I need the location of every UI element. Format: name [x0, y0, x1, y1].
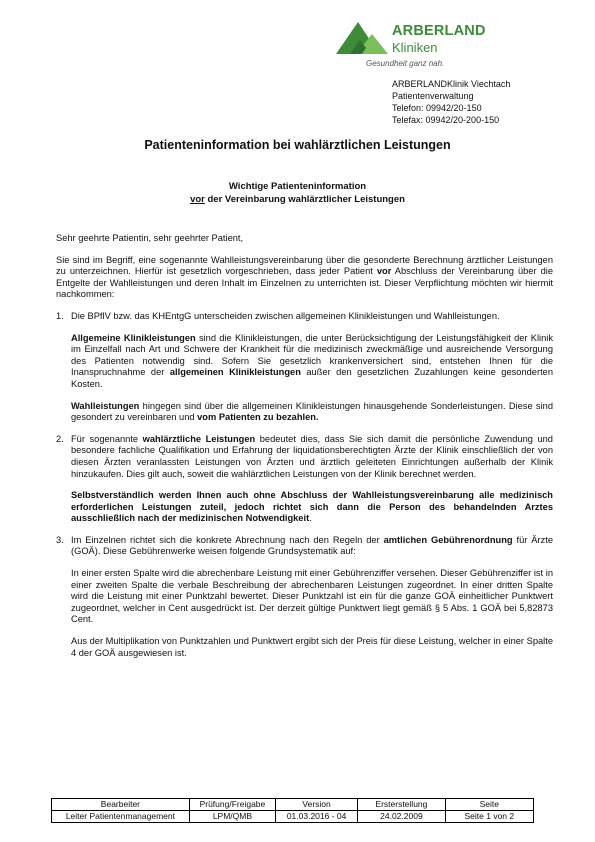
- address-line: Patientenverwaltung: [392, 91, 474, 101]
- list-item-text: Für sogenannte: [71, 433, 143, 444]
- bold-notice-paragraph: [71, 490, 553, 525]
- intro-text: Sie sind im Begriff, eine sogenannte Wahlleistungsvereinbarung über die gesonderte Berechnung ärztlicher Leistungen zu unterzeichnen. Hierfür ist gesetzlich vorgeschrieben, dass jeder Patient: [56, 254, 553, 277]
- intro-bold: vor: [376, 266, 392, 277]
- bold-term: Allgemeine Klinikleistungen: [71, 332, 196, 343]
- list-item-text: für Ärzte (GOÄ). Diese Gebührenwerke weisen folgende Grundsystematik auf:: [71, 534, 553, 557]
- paragraph-gebuehrenziffer: In einer ersten Spalte wird die abrechenbare Leistung mit einer Gebührenziffer versehen. Dieser Gebührenziffer ist in einer zweiten Spalte die verbale Beschreibung der abrechenbaren Leistungen zugeordnet. In einer dritten Spalte wird die Leistung mit einer Punktzahl bewertet. Dieser Punktzahl ist ein für die ganze GOÄ einheitlicher Punktwert zugeordnet, welcher in Cent ausgedrückt ist. Der derzeit gültige Punktwert liegt gemäß § 5 Abs. 1 GOÄ bei 5,82873 Cent.: [71, 568, 553, 625]
- paragraph-text: hingegen sind über die allgemeinen Klinikleistungen hinausgehende Sonderleistungen. Diese sind gesondert zu vereinbaren und: [71, 400, 553, 423]
- intro-text: Abschluss der Vereinbarung über die Entgelte der Wahlleistungen und deren Inhalt im Einzelnen zu unterrichten ist. Dieser Verpflichtung möchten wir hiermit nachkommen:: [56, 266, 553, 300]
- greeting: Sehr geehrte Patientin, sehr geehrter Patient,: [56, 233, 244, 243]
- list-item-3: [56, 535, 553, 558]
- subtitle-underlined-word: vor: [190, 193, 205, 205]
- document-title: Patienteninformation bei wahlärztlichen Leistungen: [144, 138, 451, 152]
- address-line: ARBERLANDKlinik Viechtach: [392, 79, 511, 89]
- subtitle-line2-text: der Vereinbarung wahlärztlicher Leistungen: [204, 193, 405, 205]
- bold-term: Wahlleistungen: [71, 400, 140, 411]
- footer-cell-ersterstellung: 24.02.2009: [358, 811, 445, 823]
- list-item-text: Im Einzelnen richtet sich die konkrete Abrechnung nach den Regeln der: [71, 534, 384, 545]
- bold-term: amtlichen Gebührenordnung: [383, 534, 513, 545]
- paragraph-allgemeine-klinikleistungen: [71, 333, 553, 391]
- bold-term: wahlärztliche Leistungen: [142, 433, 256, 444]
- footer-header-row: [52, 799, 534, 811]
- address-fax: Telefax: 09942/20-200-150: [392, 115, 500, 125]
- document-subtitle: [0, 181, 595, 206]
- paragraph-text: .: [309, 513, 312, 524]
- subtitle-line2: [0, 194, 595, 207]
- footer-value-row: [52, 811, 534, 823]
- bold-term: allgemeinen Klinikleistungen: [169, 367, 301, 378]
- footer-cell-freigabe: LPM/QMB: [189, 811, 275, 823]
- footer-header-cell: Bearbeiter: [52, 799, 190, 811]
- footer-table: [51, 798, 534, 823]
- list-item-1: [56, 311, 553, 323]
- list-item-text: Die BPflV bzw. das KHEntgG unterscheiden zwischen allgemeinen Klinikleistungen und Wahlleistungen.: [71, 310, 500, 321]
- mountain-logo-icon: [336, 20, 392, 56]
- brand-slogan: Gesundheit ganz nah.: [366, 59, 445, 68]
- paragraph-text: außer den gesetzlichen Zuzahlungen keine gesonderten Kosten.: [71, 367, 554, 389]
- footer-cell-bearbeiter: Leiter Patientenmanagement: [52, 811, 190, 823]
- paragraph-multiplikation: Aus der Multiplikation von Punktzahlen und Punktwert ergibt sich der Preis für diese Leistung, welcher in einer Spalte 4 der GOÄ ausgewiesen ist.: [71, 636, 553, 658]
- footer-cell-seite: Seite 1 von 2: [445, 811, 533, 823]
- subtitle-line1: Wichtige Patienteninformation: [228, 181, 367, 192]
- bold-notice: Selbstverständlich werden Ihnen auch ohne Abschluss der Wahlleistungsvereinbarung alle medizinisch erforderlichen Leistungen zuteil, jedoch richtet sich dann die Person des behandelnden Arztes ausschließlich nach der medizinischen Notwendigkeit: [71, 490, 553, 524]
- list-item-text: bedeutet dies, dass Sie sich damit die persönliche Zuwendung und besondere fachliche Qualifikation und Erfahrung der liquidationsberechtigten Ärzte der Klinik einschließlich der von diesen Ärzten veranlassten Leistungen von Ärzten und ärztlich geleiteten Einrichtungen außerhalb der Klinik hinzukaufen. Dies gilt auch, soweit die wahlärztlichen Leistungen von der Klinik berechnet werden.: [71, 433, 553, 479]
- footer-header-cell: Seite: [445, 799, 533, 811]
- address-phone: Telefon: 09942/20-150: [392, 103, 482, 113]
- footer-header-cell: Ersterstellung: [358, 799, 445, 811]
- sender-address: [392, 78, 510, 126]
- list-number: 2.: [56, 433, 64, 444]
- footer-header-cell: Version: [276, 799, 358, 811]
- brand-subtitle: Kliniken: [392, 40, 438, 55]
- list-number: 3.: [56, 534, 64, 545]
- footer-cell-version: 01.03.2016 - 04: [276, 811, 358, 823]
- paragraph-wahlleistungen: [71, 401, 553, 424]
- footer-header-cell: Prüfung/Freigabe: [189, 799, 275, 811]
- intro-paragraph: [56, 255, 553, 301]
- brand-name: ARBERLAND: [392, 23, 486, 39]
- list-item-2: [56, 434, 553, 480]
- bold-term: vom Patienten zu bezahlen.: [197, 412, 319, 423]
- list-number: 1.: [56, 310, 64, 321]
- paragraph-text: sind die Klinikleistungen, die unter Berücksichtigung der Leistungsfähigkeit der Klinik im Einzelfall nach Art und Schwere der Krankheit für die medizinisch zweckmäßige und ausreichende Versorgung des Patienten notwendig sind. Sofern Sie gesetzlich krankenversichert sind, entstehen Ihnen für die Inanspruchnahme der: [71, 332, 554, 378]
- arberland-logo: [336, 18, 496, 74]
- document-body: [56, 233, 553, 669]
